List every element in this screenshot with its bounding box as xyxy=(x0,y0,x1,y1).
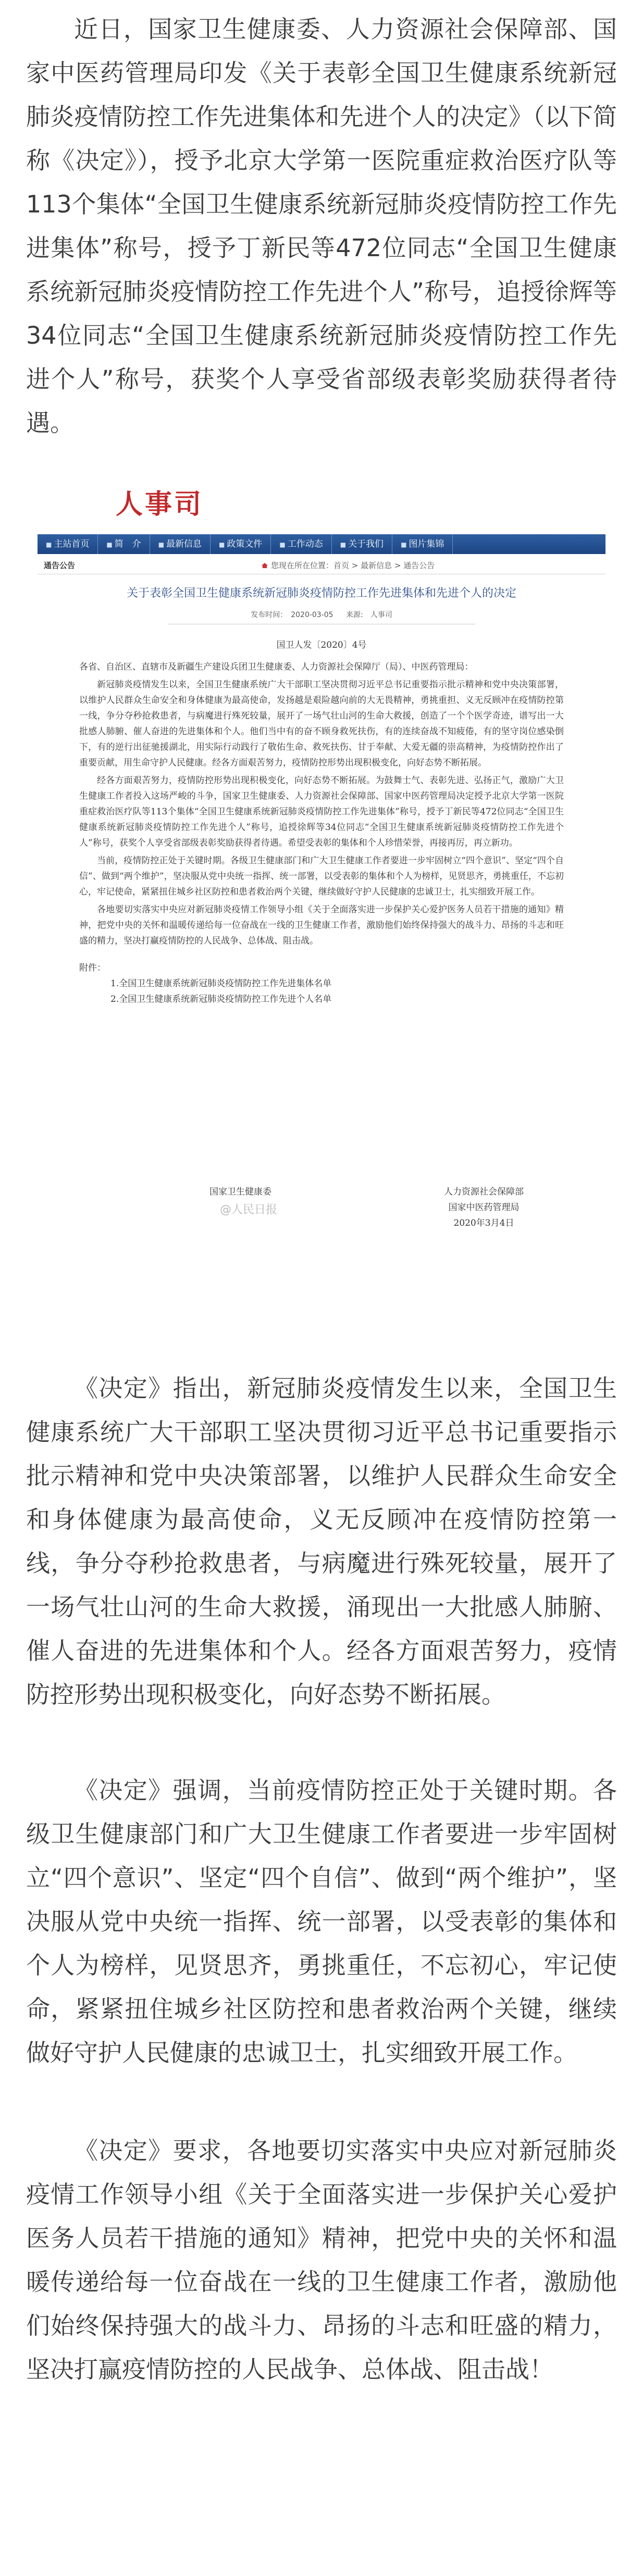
section-title: 人事司 xyxy=(116,482,203,521)
nav-item-home[interactable]: ■ 主站首页 xyxy=(38,534,98,554)
addressee: 各省、自治区、直辖市及新疆生产建设兵团卫生健康委、人力资源社会保障厅（局）、中医药管理局： xyxy=(79,662,474,672)
nav-item-policy[interactable]: ■ 政策文件 xyxy=(211,534,271,554)
signature-date: 2020年3月4日 xyxy=(453,1218,514,1228)
publish-date: 发布时间： 2020-03-05 xyxy=(251,611,333,619)
attachments xyxy=(79,960,564,1007)
bullet-icon: ■ xyxy=(158,541,165,548)
signature-block xyxy=(444,1184,524,1231)
embedded-notice-screenshot xyxy=(38,482,605,1300)
notice-paragraph-1: 新冠肺炎疫情发生以来，全国卫生健康系统广大干部职工坚决贯彻习近平总书记重要指示批示精神和党中央决策部署，以维护人民群众生命安全和身体健康为最高使命，发扬越是艰险越向前的大无畏精神，勇挑重担、义无反顾冲在疫情防控第一线，争分夺秒抢救患者，与病魔进行殊死较量，展开了一场气壮山河的生命大救援，创造了一个个医学奇迹，谱写出一大批感人肺腑、催人奋进的先进集体和个人。他们当中有的奋不顾身救死扶伤，有的连续奋战不知疲倦，有的坚守岗位感染倒下，有的逆行出征驰援湖北，用实际行动践行了敬佑生命、救死扶伤、甘于奉献、大爱无疆的崇高精神，为疫情防控作出了重要贡献，用生命守护人民健康。经各方面艰苦努力，疫情防控形势出现积极变化，向好态势不断拓展。 xyxy=(79,680,564,768)
nav-item-gallery[interactable]: ■ 图片集锦 xyxy=(392,534,453,554)
attachment-link-2[interactable]: 2.全国卫生健康系统新冠肺炎疫情防控工作先进个人名单 xyxy=(110,994,332,1004)
notice-title: 关于表彰全国卫生健康系统新冠肺炎疫情防控工作先进集体和先进个人的决定 xyxy=(126,587,516,600)
publish-source: 来源: 人事司 xyxy=(346,611,392,619)
nav-item-latest[interactable]: ■ 最新信息 xyxy=(150,534,211,554)
nav-item-intro[interactable]: ■ 简 介 xyxy=(98,534,150,554)
article-paragraph-2: 《决定》指出，新冠肺炎疫情发生以来，全国卫生健康系统广大干部职工坚决贯彻习近平总书记重要指示批示精神和党中央决策部署，以维护人民群众生命安全和身体健康为最高使命，义无反顾冲在疫情防控第一线，争分夺秒抢救患者，与病魔进行殊死较量，展开了一场气壮山河的生命大救援，涌现出一大批感人肺腑、催人奋进的先进集体和个人。经各方面艰苦努力，疫情防控形势出现积极变化，向好态势不断拓展。 xyxy=(26,1374,617,1708)
signature-mohrss: 人力资源社会保障部 xyxy=(444,1187,524,1197)
notice-paragraph-4: 各地要切实落实中央应对新冠肺炎疫情工作领导小组《关于全面落实进一步保护关心爱护医务人员若干措施的通知》精神，把党中央的关怀和温暖传递给每一位奋战在一线的卫生健康工作者，激励他们始终保持强大的战斗力、昂扬的斗志和旺盛的精力，坚决打赢疫情防控的人民战争、总体战、阻击战。 xyxy=(79,904,564,946)
document-number: 国卫人发〔2020〕4号 xyxy=(276,640,367,650)
nav-item-work-news[interactable]: ■ 工作动态 xyxy=(271,534,331,554)
article-paragraph-3: 《决定》强调，当前疫情防控正处于关键时期。各级卫生健康部门和广大卫生健康工作者要进一步牢固树立“四个意识”、坚定“四个自信”、做到“两个维护”，坚决服从党中央统一指挥、统一部署，以受表彰的集体和个人为榜样，见贤思齐，勇挑重任，不忘初心，牢记使命，紧紧扭住城乡社区防控和患者救治两个关键，继续做好守护人民健康的忠诚卫士，扎实细致开展工作。 xyxy=(26,1776,617,2067)
home-icon xyxy=(262,563,268,568)
signature-nhc: 国家卫生健康委 xyxy=(209,1187,271,1197)
notice-body xyxy=(79,659,564,1007)
breadcrumb-bar xyxy=(38,555,605,574)
article-paragraph-4: 《决定》要求，各地要切实落实中央应对新冠肺炎疫情工作领导小组《关于全面落实进一步保护关心爱护医务人员若干措施的通知》精神，把党中央的关怀和温暖传递给每一位奋战在一线的卫生健康工作者，激励他们始终保持强大的战斗力、昂扬的斗志和旺盛的精力，坚决打赢疫情防控的人民战争、总体战、阻击战！ xyxy=(26,2137,617,2383)
bullet-icon: ■ xyxy=(46,541,52,548)
bullet-icon: ■ xyxy=(106,541,113,548)
attachment-link-1[interactable]: 1.全国卫生健康系统新冠肺炎疫情防控工作先进集体名单 xyxy=(110,978,332,989)
category-label: 通告公告 xyxy=(44,561,76,570)
notice-paragraph-2: 经各方面艰苦努力，疫情防控形势出现积极变化，向好态势不断拓展。为鼓舞士气、表彰先进、弘扬正气，激励广大卫生健康工作者投入这场严峻的斗争，国家卫生健康委、人力资源社会保障部、国家中医药管理局决定授予北京大学第一医院重症救治医疗队等113个集体“全国卫生健康系统新冠肺炎疫情防控工作先进集体”称号，授予丁新民等472位同志“全国卫生健康系统新冠肺炎疫情防控工作先进个人”称号，追授徐辉等34位同志“全国卫生健康系统新冠肺炎疫情防控工作先进个人”称号，获奖个人享受省部级表彰奖励获得者待遇。希望受表彰的集体和个人珍惜荣誉，再接再厉，再立新功。 xyxy=(79,775,564,848)
bullet-icon: ■ xyxy=(219,541,225,548)
nav-bar xyxy=(38,534,605,554)
notice-paragraph-3: 当前，疫情防控正处于关键时期。各级卫生健康部门和广大卫生健康工作者要进一步牢固树立“四个意识”、坚定“四个自信”、做到“两个维护”，坚决服从党中央统一指挥、统一部署，以受表彰的集体和个人为榜样，见贤思齐，勇挑重任，不忘初心，牢记使命，紧紧扭住城乡社区防控和患者救治两个关键，继续做好守护人民健康的忠诚卫士，扎实细致开展工作。 xyxy=(79,856,564,897)
watermark: @人民日报 xyxy=(220,1203,278,1216)
article-paragraph-1: 近日，国家卫生健康委、人力资源社会保障部、国家中医药管理局印发《关于表彰全国卫生健康系统新冠肺炎疫情防控工作先进集体和先进个人的决定》（以下简称《决定》），授予北京大学第一医院重症救治医疗队等113个集体“全国卫生健康系统新冠肺炎疫情防控工作先进集体”称号，授予丁新民等472位同志“全国卫生健康系统新冠肺炎疫情防控工作先进个人”称号，追授徐辉等34位同志“全国卫生健康系统新冠肺炎疫情防控工作先进个人”称号，获奖个人享受省部级表彰奖励获得者待遇。 xyxy=(26,15,617,437)
bullet-icon: ■ xyxy=(279,541,286,548)
attachments-label: 附件： xyxy=(79,963,106,973)
bullet-icon: ■ xyxy=(340,541,347,548)
breadcrumb[interactable]: 您现在所在位置：首页 > 最新信息 > 通告公告 xyxy=(262,560,435,571)
bullet-icon: ■ xyxy=(401,541,407,548)
signature-natcm: 国家中医药管理局 xyxy=(448,1202,520,1213)
notice-meta xyxy=(168,609,475,624)
nav-item-about[interactable]: ■ 关于我们 xyxy=(332,534,392,554)
